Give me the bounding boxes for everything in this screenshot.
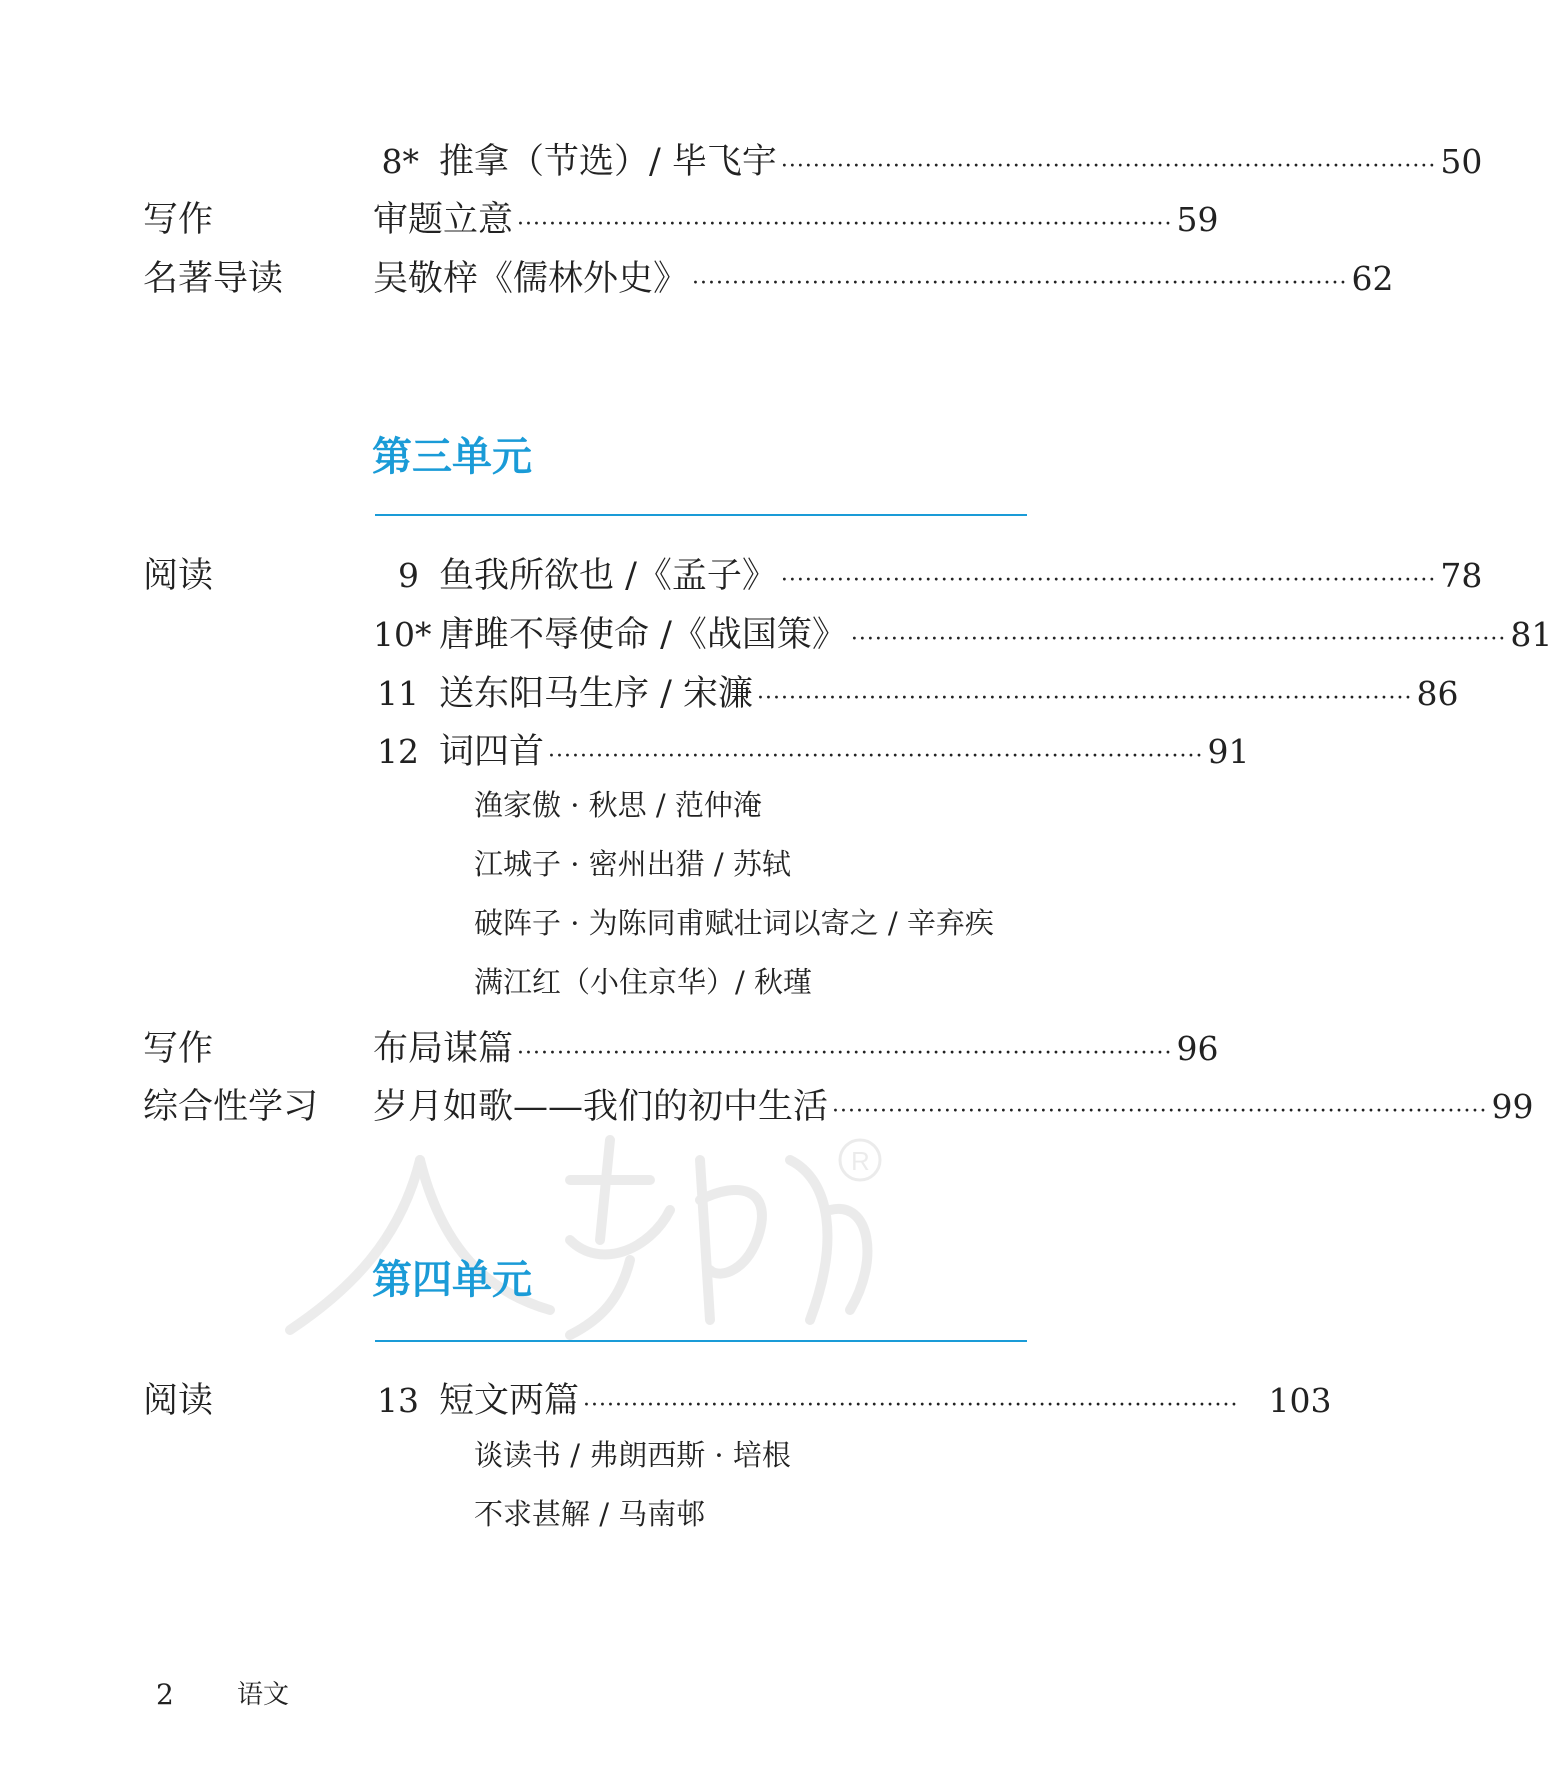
unit-heading: 第三单元 — [372, 433, 532, 480]
toc-category: 写作 — [143, 1029, 214, 1069]
lesson-number: 9 — [398, 556, 419, 595]
toc-category: 综合性学习 — [143, 1087, 319, 1127]
unit-divider — [375, 514, 1027, 516]
footer-subject: 语文 — [237, 1680, 290, 1710]
page-number: 50 — [1440, 142, 1483, 181]
lesson-number: 8* — [381, 142, 419, 181]
footer-page-number: 2 — [156, 1678, 174, 1711]
toc-category: 阅读 — [143, 556, 214, 596]
poem-subentry[interactable]: 渔家傲 · 秋思 / 范仲淹 — [474, 788, 762, 822]
poem-subentry[interactable]: 破阵子 · 为陈同甫赋壮词以寄之 / 辛弃疾 — [474, 906, 994, 940]
lesson-title: 鱼我所欲也 /《孟子》 — [439, 556, 777, 596]
lesson-number: 11 — [377, 674, 419, 713]
lesson-title: 词四首 — [439, 732, 545, 772]
page-number: 99 — [1491, 1087, 1534, 1126]
toc-entry[interactable]: 阅读 13 短文两篇 ·················································································· 103 — [143, 1373, 1023, 1429]
page-number: 96 — [1176, 1029, 1219, 1068]
toc-entry[interactable]: 12 词四首 ·················································································· 91 — [143, 724, 1023, 780]
lesson-title: 审题立意 — [373, 200, 514, 240]
lesson-title: 布局谋篇 — [373, 1029, 514, 1069]
lesson-title: 送东阳马生序 / 宋濂 — [439, 674, 754, 714]
page-number: 103 — [1268, 1381, 1332, 1420]
toc-entry[interactable]: 名著导读 吴敬梓《儒林外史》 ·················································································· 62 — [143, 251, 1023, 307]
toc-category: 写作 — [143, 200, 214, 240]
toc-entry[interactable]: 阅读 9 鱼我所欲也 /《孟子》 ·················································································· 78 — [143, 548, 1023, 604]
lesson-number: 10* — [373, 615, 432, 654]
page-number: 86 — [1416, 674, 1459, 713]
toc-entry[interactable]: 写作 审题立意 ·················································································· 59 — [143, 192, 1023, 248]
lesson-title: 唐雎不辱使命 /《战国策》 — [439, 615, 847, 655]
unit-divider — [375, 1340, 1027, 1342]
lesson-title: 短文两篇 — [439, 1381, 580, 1421]
toc-category: 名著导读 — [143, 259, 284, 299]
poem-subentry[interactable]: 满江红（小住京华）/ 秋瑾 — [474, 965, 812, 999]
toc-entry[interactable]: 写作 布局谋篇 ·················································································· 96 — [143, 1021, 1023, 1077]
page-number: 59 — [1176, 200, 1219, 239]
publisher-watermark-icon — [270, 1120, 1030, 1350]
essay-subentry[interactable]: 谈读书 / 弗朗西斯 · 培根 — [474, 1438, 791, 1472]
toc-entry[interactable]: 综合性学习 岁月如歌——我们的初中生活 ·················································································· 99 — [143, 1079, 1023, 1135]
toc-entry[interactable]: 11 送东阳马生序 / 宋濂 ·················································································· 86 — [143, 666, 1023, 722]
svg-text:R: R — [851, 1146, 870, 1176]
unit-heading: 第四单元 — [372, 1256, 532, 1303]
lesson-title: 推拿（节选）/ 毕飞宇 — [439, 142, 777, 182]
page-number: 91 — [1207, 732, 1250, 771]
page-number: 78 — [1440, 556, 1483, 595]
essay-subentry[interactable]: 不求甚解 / 马南邨 — [474, 1497, 706, 1531]
lesson-number: 13 — [377, 1381, 419, 1420]
lesson-title: 岁月如歌——我们的初中生活 — [373, 1087, 829, 1127]
poem-subentry[interactable]: 江城子 · 密州出猎 / 苏轼 — [474, 847, 791, 881]
toc-entry[interactable]: 10* 唐雎不辱使命 /《战国策》 ·················································································· 81 — [143, 607, 1023, 663]
toc-category: 阅读 — [143, 1381, 214, 1421]
lesson-title: 吴敬梓《儒林外史》 — [373, 259, 689, 299]
lesson-number: 12 — [377, 732, 419, 771]
page-number: 62 — [1351, 259, 1394, 298]
page-number: 81 — [1510, 615, 1552, 654]
toc-entry[interactable]: 8* 推拿（节选）/ 毕飞宇 ·················································································· 50 — [143, 134, 1023, 190]
